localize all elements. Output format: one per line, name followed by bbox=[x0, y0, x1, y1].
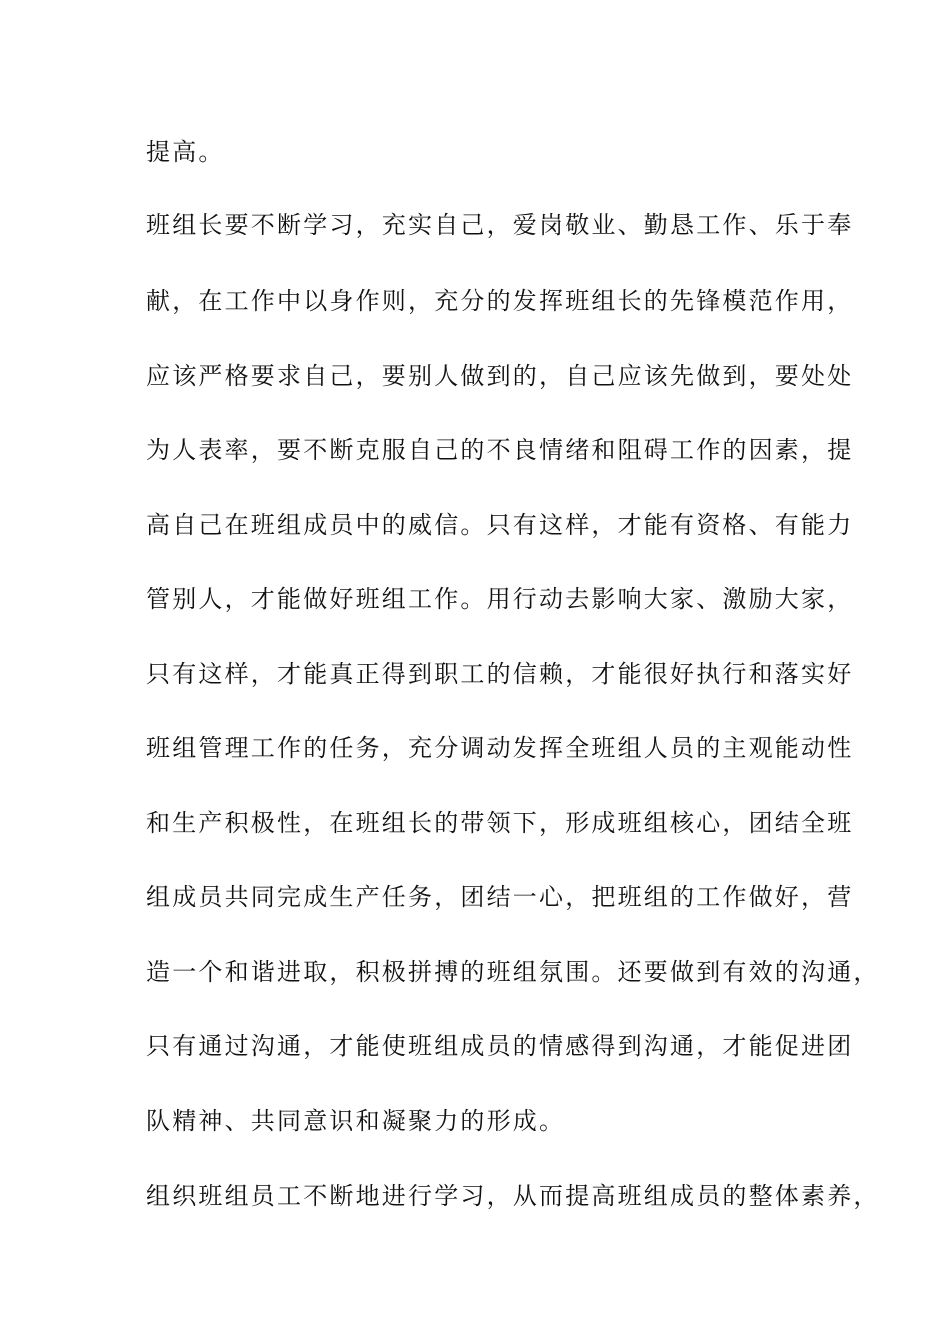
text-line: 高自己在班组成员中的威信。只有这样，才能有资格、有能力 bbox=[146, 511, 854, 539]
text-line: 队精神、共同意识和凝聚力的形成。 bbox=[146, 1107, 566, 1135]
text-line: 造一个和谐进取，积极拼搏的班组氛围。还要做到有效的沟通， bbox=[146, 958, 880, 986]
text-line: 组织班组员工不断地进行学习，从而提高班组成员的整体素养， bbox=[146, 1182, 880, 1210]
text-line: 献，在工作中以身作则，充分的发挥班组长的先锋模范作用， bbox=[146, 287, 854, 315]
text-line: 班组管理工作的任务，充分调动发挥全班组人员的主观能动性 bbox=[146, 734, 854, 762]
text-line: 组成员共同完成生产任务，团结一心，把班组的工作做好，营 bbox=[146, 883, 854, 911]
text-line: 只有这样，才能真正得到职工的信赖，才能很好执行和落实好 bbox=[146, 660, 854, 688]
text-line: 提高。 bbox=[146, 138, 225, 166]
text-line: 班组长要不断学习，充实自己，爱岗敬业、勤恳工作、乐于奉 bbox=[146, 211, 854, 239]
text-line: 管别人，才能做好班组工作。用行动去影响大家、激励大家， bbox=[146, 585, 854, 613]
text-line: 只有通过沟通，才能使班组成员的情感得到沟通，才能促进团 bbox=[146, 1032, 854, 1060]
text-line: 和生产积极性，在班组长的带领下，形成班组核心，团结全班 bbox=[146, 809, 854, 837]
text-line: 应该严格要求自己，要别人做到的，自己应该先做到，要处处 bbox=[146, 362, 854, 390]
text-line: 为人表率，要不断克服自己的不良情绪和阻碍工作的因素，提 bbox=[146, 436, 854, 464]
